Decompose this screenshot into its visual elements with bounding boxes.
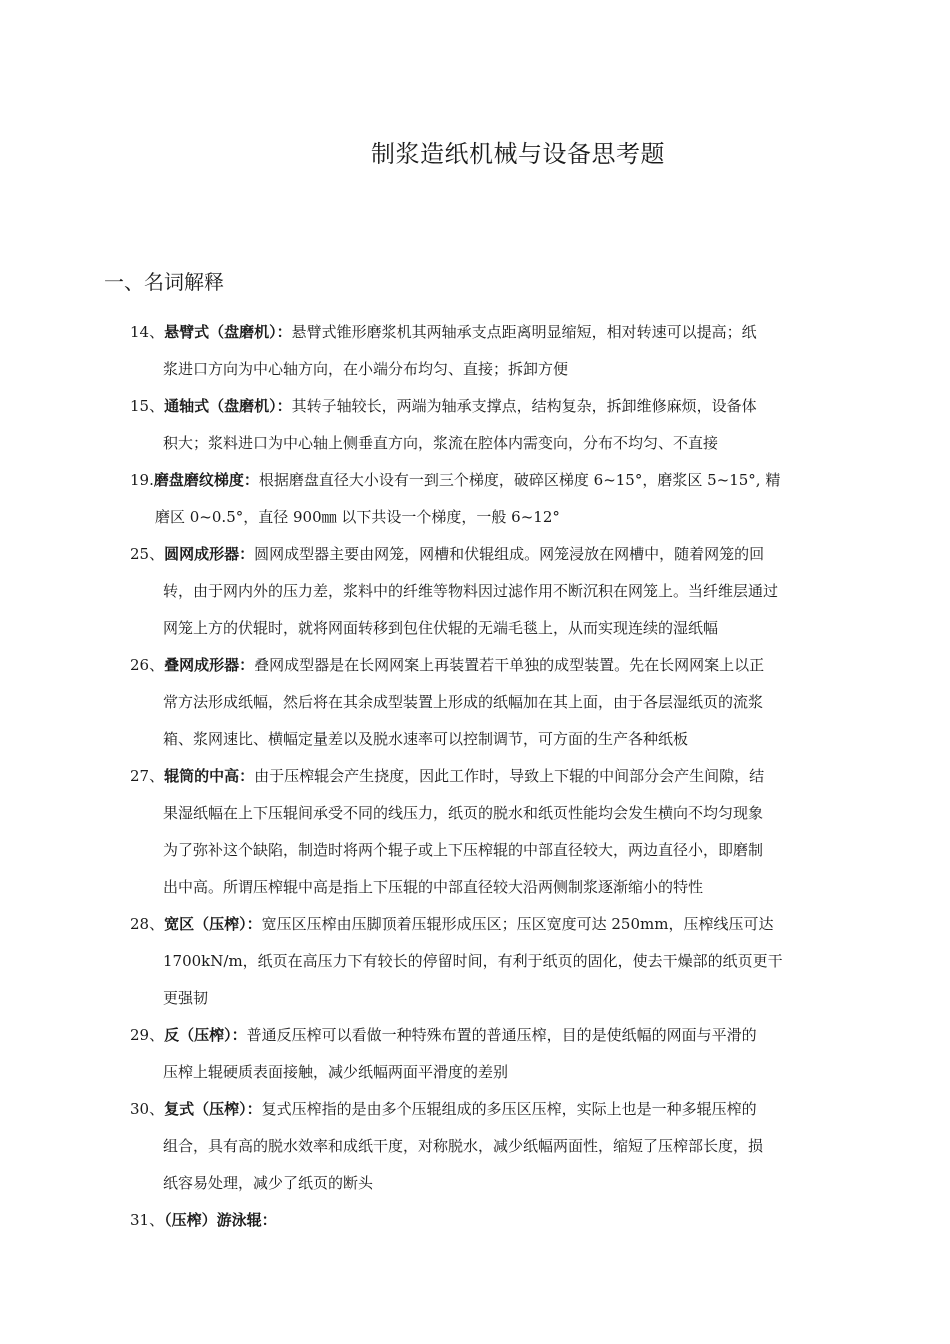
item-term: （压榨）游泳辊：: [164, 1211, 277, 1229]
item-number: 29、: [130, 1026, 165, 1044]
definition-first-line: [130, 388, 850, 425]
definition-text: 普通反压榨可以看做一种特殊布置的普通压榨，目的是使纸幅的网面与平滑的: [246, 1026, 757, 1044]
definition-continuation: 更强韧: [163, 989, 209, 1007]
definition-first-line: [130, 906, 850, 943]
definition-continuation: 压榨上辊硬质表面接触，减少纸幅两面平滑度的差别: [163, 1063, 509, 1081]
item-number: 26、: [130, 656, 165, 674]
definition-item: [130, 314, 850, 388]
item-term: 悬臂式（盘磨机）：: [164, 323, 292, 341]
definition-first-line: [130, 1017, 850, 1054]
definition-continuation: 出中高。所谓压榨辊中高是指上下压辊的中部直径较大沿两侧制浆逐渐缩小的特性: [163, 878, 704, 896]
item-term: 复式（压榨）：: [164, 1100, 262, 1118]
definition-continuation: 常方法形成纸幅，然后将在其余成型装置上形成的纸幅加在其上面，由于各层湿纸页的流浆: [163, 693, 764, 711]
item-number: 27、: [130, 767, 165, 785]
item-term: 通轴式（盘磨机）：: [164, 397, 292, 415]
definition-first-line: [130, 314, 850, 351]
definition-text: 由于压榨辊会产生挠度，因此工作时，导致上下辊的中间部分会产生间隙，结: [254, 767, 765, 785]
definition-text: 其转子轴较长，两端为轴承支撑点，结构复杂，拆卸维修麻烦，设备体: [291, 397, 757, 415]
definition-item: [130, 388, 850, 462]
document-title: 制浆造纸机械与设备思考题: [371, 140, 665, 168]
item-number: 30、: [130, 1100, 165, 1118]
definition-item: [130, 1017, 850, 1091]
definition-continuation: 磨区 0~0.5°，直径 900㎜ 以下共设一个梯度，一般 6~12°: [155, 508, 560, 526]
item-term: 辊筒的中高：: [164, 767, 255, 785]
definition-first-line: [130, 647, 850, 684]
definition-continuation: 组合，具有高的脱水效率和成纸干度，对称脱水，减少纸幅两面性，缩短了压榨部长度，损: [163, 1137, 764, 1155]
item-number: 15、: [130, 397, 165, 415]
item-term: 反（压榨）：: [164, 1026, 247, 1044]
item-number: 31、: [130, 1211, 165, 1229]
item-number: 25、: [130, 545, 165, 563]
definition-continuation: 转，由于网内外的压力差，浆料中的纤维等物料因过滤作用不断沉积在网笼上。当纤维层通过: [163, 582, 779, 600]
definition-text: 圆网成型器主要由网笼，网槽和伏辊组成。网笼浸放在网槽中，随着网笼的回: [254, 545, 765, 563]
definition-first-line: [130, 758, 850, 795]
definition-continuation: 纸容易处理，减少了纸页的断头: [163, 1174, 374, 1192]
definition-item: [130, 1091, 850, 1202]
definition-first-line: [130, 1202, 850, 1239]
item-number: 28、: [130, 915, 165, 933]
definition-item: [130, 536, 850, 647]
definition-item: [130, 647, 850, 758]
definition-item: [130, 906, 850, 1017]
definition-list: [130, 314, 850, 1239]
definition-continuation: 为了弥补这个缺陷，制造时将两个辊子或上下压榨辊的中部直径较大，两边直径小，即磨制: [163, 841, 764, 859]
item-number: 19.: [130, 471, 154, 489]
definition-first-line: [130, 1091, 850, 1128]
definition-continuation: 浆进口方向为中心轴方向，在小端分布均匀、直接；拆卸方便: [163, 360, 569, 378]
definition-text: 宽压区压榨由压脚顶着压辊形成压区；压区宽度可达 250mm，压榨线压可达: [261, 915, 774, 933]
definition-item: [130, 462, 850, 536]
item-number: 14、: [130, 323, 165, 341]
definition-continuation: 果湿纸幅在上下压辊间承受不同的线压力，纸页的脱水和纸页性能均会发生横向不均匀现象: [163, 804, 764, 822]
definition-continuation: 积大；浆料进口为中心轴上侧垂直方向，浆流在腔体内需变向，分布不均匀、不直接: [163, 434, 719, 452]
definition-first-line: [130, 536, 850, 573]
section-heading: 一、名词解释: [104, 270, 224, 294]
item-term: 叠网成形器：: [164, 656, 255, 674]
definition-item: [130, 1202, 850, 1239]
definition-continuation: 1700kN/m，纸页在高压力下有较长的停留时间，有利于纸页的固化，使去干燥部的纸页更干: [163, 952, 783, 970]
definition-text: 复式压榨指的是由多个压辊组成的多压区压榨，实际上也是一种多辊压榨的: [261, 1100, 757, 1118]
item-term: 圆网成形器：: [164, 545, 255, 563]
definition-continuation: 箱、浆网速比、横幅定量差以及脱水速率可以控制调节，可方面的生产各种纸板: [163, 730, 689, 748]
item-term: 磨盘磨纹梯度：: [153, 471, 259, 489]
definition-first-line: [130, 462, 850, 499]
definition-text: 根据磨盘直径大小设有一到三个梯度，破碎区梯度 6~15°，磨浆区 5~15°, 精: [258, 471, 781, 489]
item-term: 宽区（压榨）：: [164, 915, 262, 933]
definition-item: [130, 758, 850, 906]
definition-continuation: 网笼上方的伏辊时，就将网面转移到包住伏辊的无端毛毯上，从而实现连续的湿纸幅: [163, 619, 719, 637]
definition-text: 悬臂式锥形磨浆机其两轴承支点距离明显缩短，相对转速可以提高；纸: [291, 323, 757, 341]
definition-text: 叠网成型器是在长网网案上再装置若干单独的成型装置。先在长网网案上以正: [254, 656, 765, 674]
